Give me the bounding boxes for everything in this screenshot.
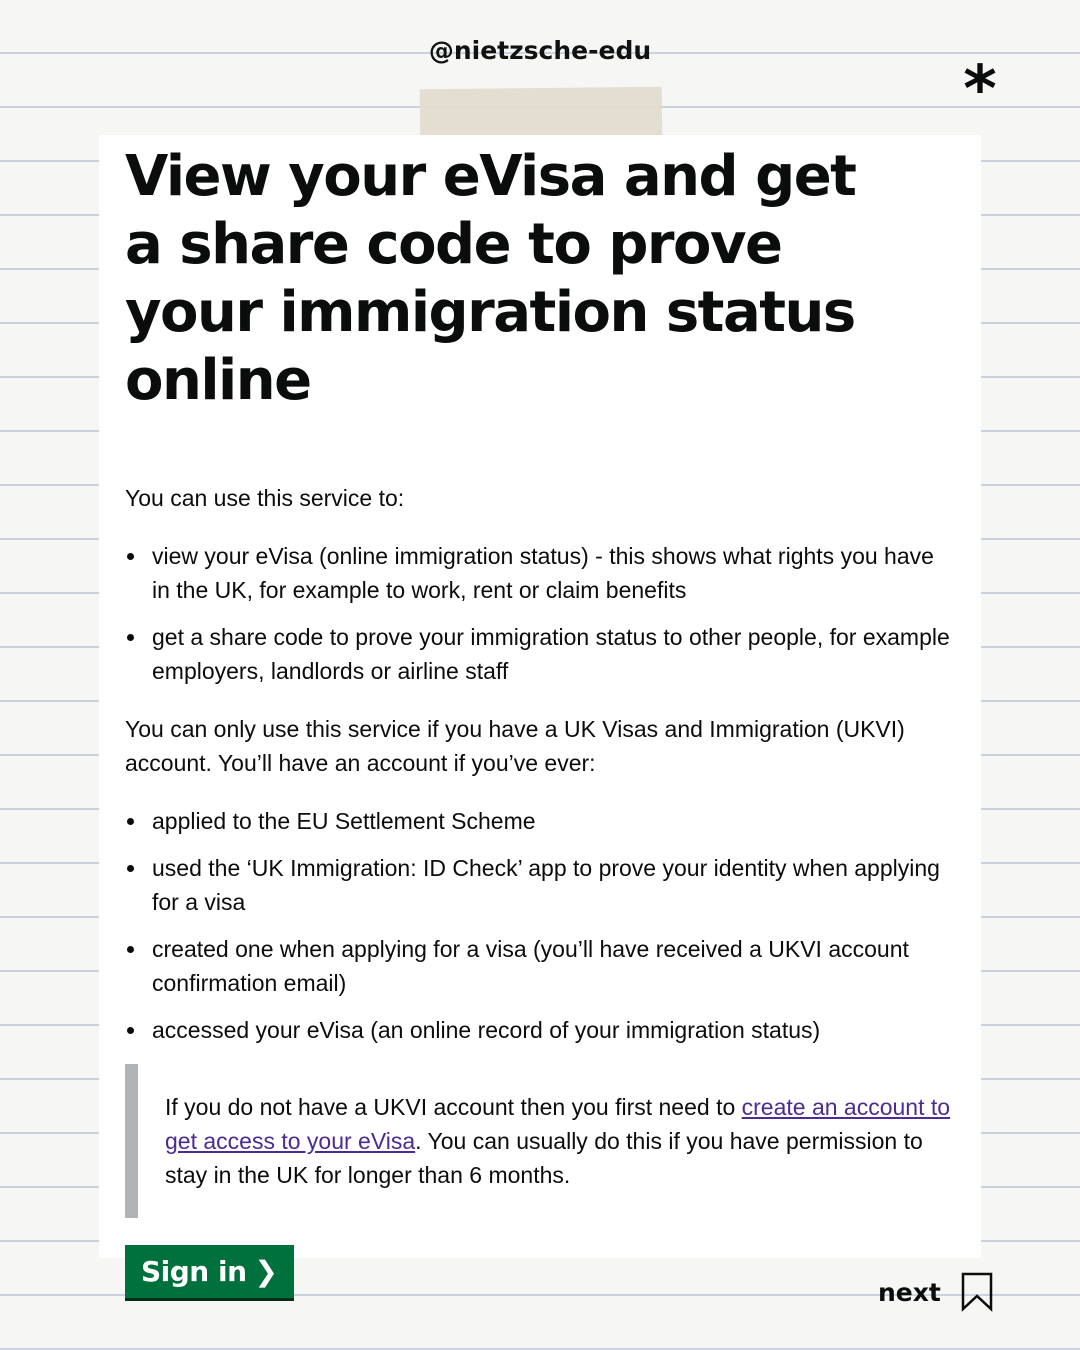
next-label: next [878, 1278, 941, 1307]
screenshot-card [99, 135, 981, 1288]
inset-paragraph [165, 1090, 955, 1192]
list-item: accessed your eVisa (an online record of your immigration status) [125, 1013, 955, 1047]
list-item: view your eVisa (online immigration status) - this shows what rights you have in the UK, for example to work, rent or claim benefits [125, 539, 955, 607]
sign-in-label: Sign in [141, 1255, 247, 1288]
asterisk-icon: * [963, 53, 997, 127]
account-handle: @nietzsche-edu [428, 36, 652, 65]
inset-text-after: . You can usually do this if you have permission to stay in the UK for longer than 6 months. [165, 1128, 923, 1188]
uses-list [125, 539, 955, 688]
eligibility-text: You can only use this service if you have a UK Visas and Immigration (UKVI) account. You’ll have an account if you’ve ever: [125, 716, 905, 776]
inset-text-before: If you do not have a UKVI account then you first need to [165, 1094, 742, 1120]
list-item: get a share code to prove your immigration status to other people, for example employers, landlords or airline staff [125, 620, 955, 688]
intro-text: You can use this service to: [125, 485, 405, 511]
page-title: View your eVisa and get a share code to prove your immigration status online [125, 144, 856, 413]
list-item: created one when applying for a visa (you’ll have received a UKVI account confirmation email) [125, 932, 955, 1000]
conditions-list [125, 804, 955, 1047]
sign-in-button[interactable] [125, 1245, 294, 1298]
chevron-right-icon: ❯ [254, 1255, 278, 1288]
list-item: used the ‘UK Immigration: ID Check’ app to prove your identity when applying for a visa [125, 851, 955, 919]
create-account-link[interactable]: create an account to get access to your eVisa [165, 1094, 951, 1154]
bookmark-icon[interactable] [960, 1272, 994, 1312]
list-item: applied to the EU Settlement Scheme [125, 804, 955, 838]
inset-text [125, 1064, 955, 1218]
